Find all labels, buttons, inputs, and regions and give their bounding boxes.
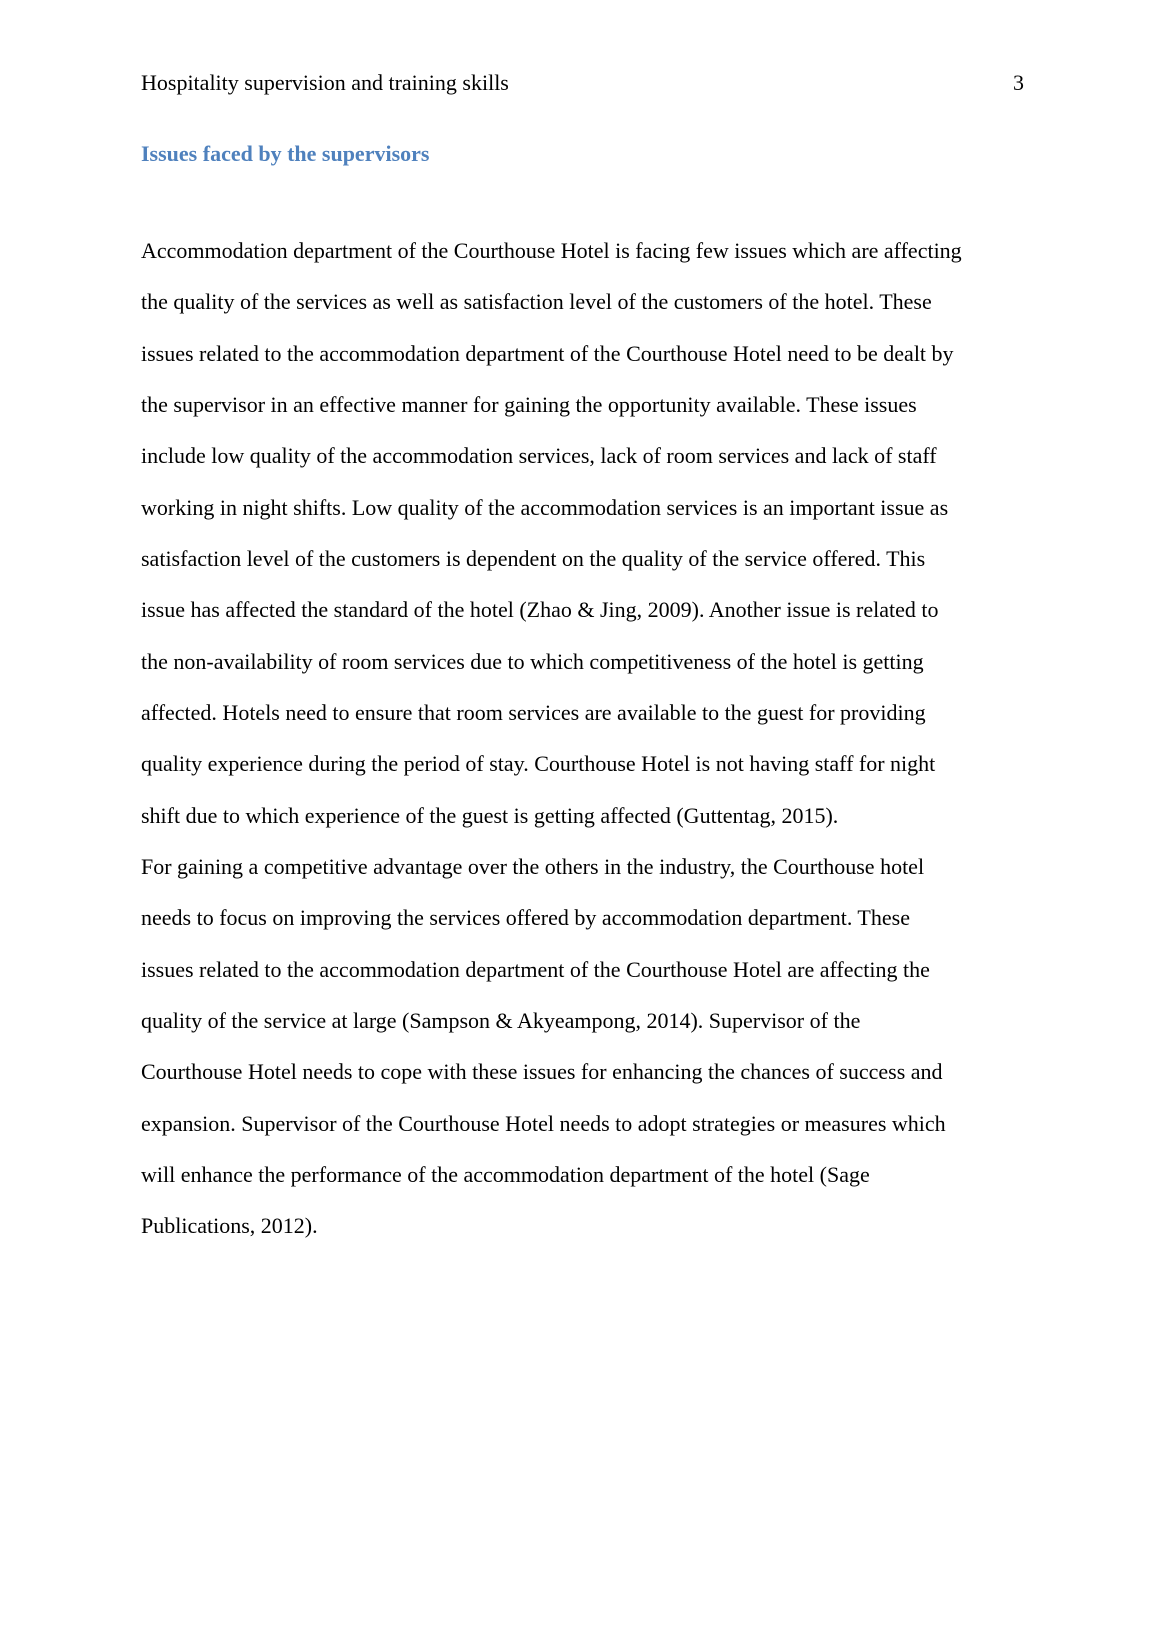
- body-line: the quality of the services as well as satisfaction level of the customers of the hotel. These: [141, 289, 932, 314]
- body-line: issues related to the accommodation department of the Courthouse Hotel need to be dealt by: [141, 341, 954, 366]
- running-head: Hospitality supervision and training skills: [141, 70, 509, 95]
- body-line: include low quality of the accommodation services, lack of room services and lack of staff: [141, 443, 937, 468]
- body-line: Publications, 2012).: [141, 1213, 318, 1238]
- body-line: quality experience during the period of stay. Courthouse Hotel is not having staff for night: [141, 751, 936, 776]
- body-line: expansion. Supervisor of the Courthouse Hotel needs to adopt strategies or measures which: [141, 1111, 946, 1136]
- body-line: needs to focus on improving the services offered by accommodation department. These: [141, 905, 910, 930]
- body-line: quality of the service at large (Sampson & Akyeampong, 2014). Supervisor of the: [141, 1008, 861, 1033]
- body-line: issues related to the accommodation department of the Courthouse Hotel are affecting the: [141, 957, 930, 982]
- body-line: issue has affected the standard of the hotel (Zhao & Jing, 2009). Another issue is related to: [141, 597, 939, 622]
- body-line: For gaining a competitive advantage over the others in the industry, the Courthouse hotel: [141, 854, 925, 879]
- body-line: affected. Hotels need to ensure that room services are available to the guest for providing: [141, 700, 926, 725]
- body-line: Accommodation department of the Courthouse Hotel is facing few issues which are affecting: [141, 238, 962, 263]
- page-number: 3: [1013, 70, 1024, 95]
- section-heading: Issues faced by the supervisors: [141, 141, 430, 166]
- body-line: the supervisor in an effective manner for gaining the opportunity available. These issues: [141, 392, 917, 417]
- body-line: working in night shifts. Low quality of the accommodation services is an important issue as: [141, 495, 949, 520]
- body-line: Courthouse Hotel needs to cope with these issues for enhancing the chances of success and: [141, 1059, 943, 1084]
- body-line: will enhance the performance of the accommodation department of the hotel (Sage: [141, 1162, 870, 1187]
- body-line: satisfaction level of the customers is dependent on the quality of the service offered. This: [141, 546, 926, 571]
- body-line: shift due to which experience of the guest is getting affected (Guttentag, 2015).: [141, 803, 839, 828]
- body-line: the non-availability of room services due to which competitiveness of the hotel is getting: [141, 649, 924, 674]
